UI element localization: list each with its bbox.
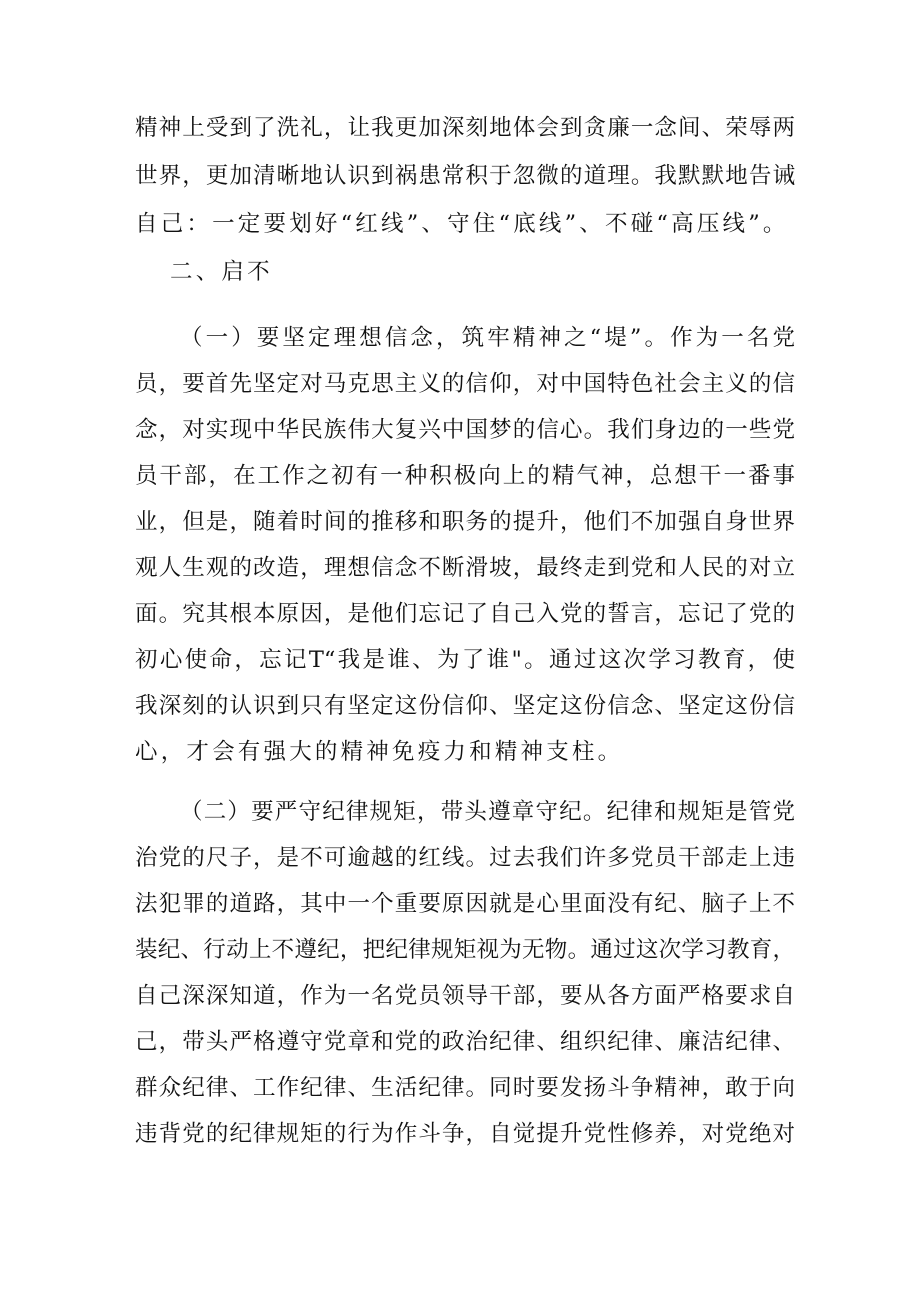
body-text-line: 心，才会有强大的精神免疫力和精神支柱。 [135,739,624,765]
body-text-line: 业，但是，随着时间的推移和职务的提升，他们不加强自身世界 [135,509,795,535]
body-text-line: 观人生观的改造，理想信念不断滑坡，最终走到党和人民的对立 [135,555,795,581]
body-text-line: 群众纪律、工作纪律、生活纪律。同时要发扬斗争精神，敢于向 [135,1075,795,1101]
body-text-line: 自己深深知道，作为一名党员领导干部，要从各方面严格要求自 [135,983,795,1009]
section-heading: 二、启不 [170,259,273,285]
body-text-line: 精神上受到了洗礼，让我更加深刻地体会到贪廉一念间、荣辱两 [135,115,795,141]
body-text-line: 装纪、行动上不遵纪，把纪律规矩视为无物。通过这次学习教育， [135,937,795,963]
body-text-line: 面。究其根本原因，是他们忘记了自己入党的誓言，忘记了党的 [135,601,795,627]
body-text-line: 初心使命，忘记T“我是谁、为了谁"。通过这次学习教育，使 [135,647,795,673]
body-text-line: 自己：一定要划好“红线”、守住“底线”、不碰“高压线”。 [135,211,789,237]
body-text-line: 员，要首先坚定对马克思主义的信仰，对中国特色社会主义的信 [135,371,795,397]
body-text-line: 法犯罪的道路，其中一个重要原因就是心里面没有纪、脑子上不 [135,891,795,917]
body-text-line: 念，对实现中华民族伟大复兴中国梦的信心。我们身边的一些党 [135,417,795,443]
body-text-line: 我深刻的认识到只有坚定这份信仰、坚定这份信念、坚定这份信 [135,693,795,719]
body-text-line: 员干部，在工作之初有一种积极向上的精气神，总想干一番事 [135,463,795,489]
body-text-line: 治党的尺子，是不可逾越的红线。过去我们许多党员干部走上违 [135,845,795,871]
body-text-line: 世界，更加清晰地认识到祸患常积于忽微的道理。我默默地告诫 [135,163,795,189]
body-text-line: 违背党的纪律规矩的行为作斗争，自觉提升党性修养，对党绝对 [135,1121,795,1147]
paragraph-first-line: （二）要严守纪律规矩，带头遵章守纪。纪律和规矩是管党 [180,799,795,825]
body-text-line: 己，带头严格遵守党章和党的政治纪律、组织纪律、廉洁纪律、 [135,1029,795,1055]
paragraph-first-line: （一）要坚定理想信念，筑牢精神之“堤”。作为一名党 [180,325,795,351]
